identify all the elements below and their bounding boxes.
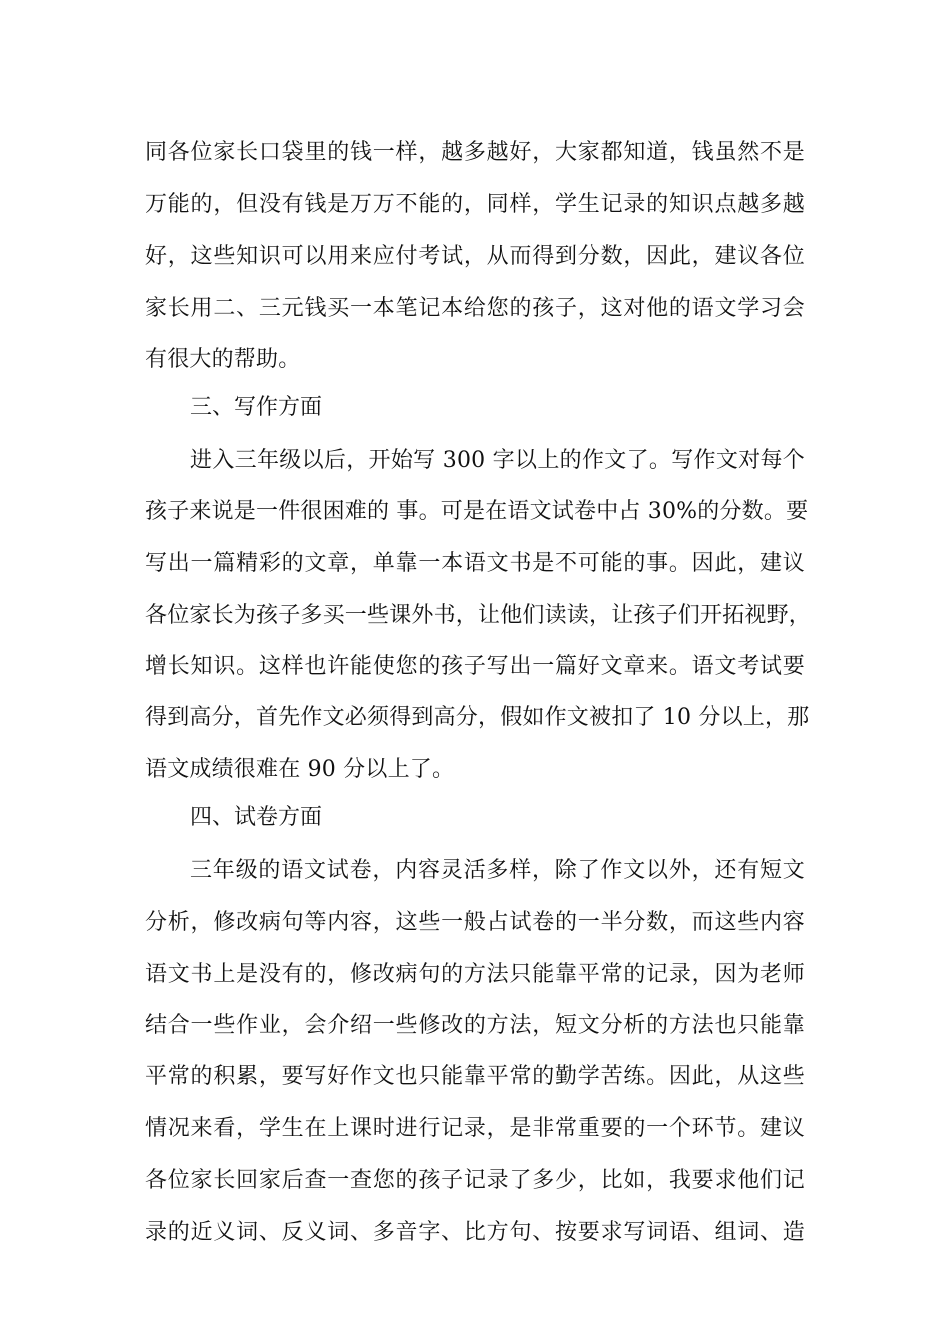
- paragraph-line: 进入三年级以后，开始写 300 字以上的作文了。写作文对每个: [190, 448, 805, 473]
- paragraph-line: 有很大的帮助。: [145, 347, 301, 372]
- paragraph-line: 各位家长回家后查一查您的孩子记录了多少，比如，我要求他们记: [145, 1168, 805, 1193]
- paragraph-line: 写出一篇精彩的文章，单靠一本语文书是不可能的事。因此，建议: [145, 551, 805, 576]
- paragraph-line: 平常的积累，要写好作文也只能靠平常的勤学苦练。因此，从这些: [145, 1064, 805, 1089]
- paragraph-line: 孩子来说是一件很困难的 事。可是在语文试卷中占 30%的分数。要: [145, 499, 809, 524]
- paragraph-line: 家长用二、三元钱买一本笔记本给您的孩子，这对他的语文学习会: [145, 296, 805, 321]
- paragraph-line: 三年级的语文试卷，内容灵活多样，除了作文以外，还有短文: [190, 858, 805, 883]
- paragraph-line: 得到高分，首先作文必须得到高分，假如作文被扣了 10 分以上，那: [145, 705, 810, 730]
- paragraph-line: 同各位家长口袋里的钱一样，越多越好，大家都知道，钱虽然不是: [145, 140, 805, 165]
- paragraph-line: 各位家长为孩子多买一些课外书，让他们读读，让孩子们开拓视野，: [145, 603, 812, 628]
- paragraph-line: 语文成绩很难在 90 分以上了。: [145, 757, 455, 782]
- paragraph-line: 语文书上是没有的，修改病句的方法只能靠平常的记录，因为老师: [145, 962, 805, 987]
- paragraph-line: 增长知识。这样也许能使您的孩子写出一篇好文章来。语文考试要: [145, 654, 805, 679]
- section-heading-exam: 四、试卷方面: [190, 805, 323, 830]
- paragraph-line: 万能的，但没有钱是万万不能的，同样，学生记录的知识点越多越: [145, 192, 805, 217]
- paragraph-line: 好，这些知识可以用来应付考试，从而得到分数，因此，建议各位: [145, 244, 805, 269]
- paragraph-line: 分析，修改病句等内容，这些一般占试卷的一半分数，而这些内容: [145, 910, 805, 935]
- paragraph-line: 结合一些作业，会介绍一些修改的方法，短文分析的方法也只能靠: [145, 1013, 805, 1038]
- section-heading-writing: 三、写作方面: [190, 395, 323, 420]
- paragraph-line: 录的近义词、反义词、多音字、比方句、按要求写词语、组词、造: [145, 1220, 805, 1245]
- paragraph-line: 情况来看，学生在上课时进行记录，是非常重要的一个环节。建议: [145, 1116, 805, 1141]
